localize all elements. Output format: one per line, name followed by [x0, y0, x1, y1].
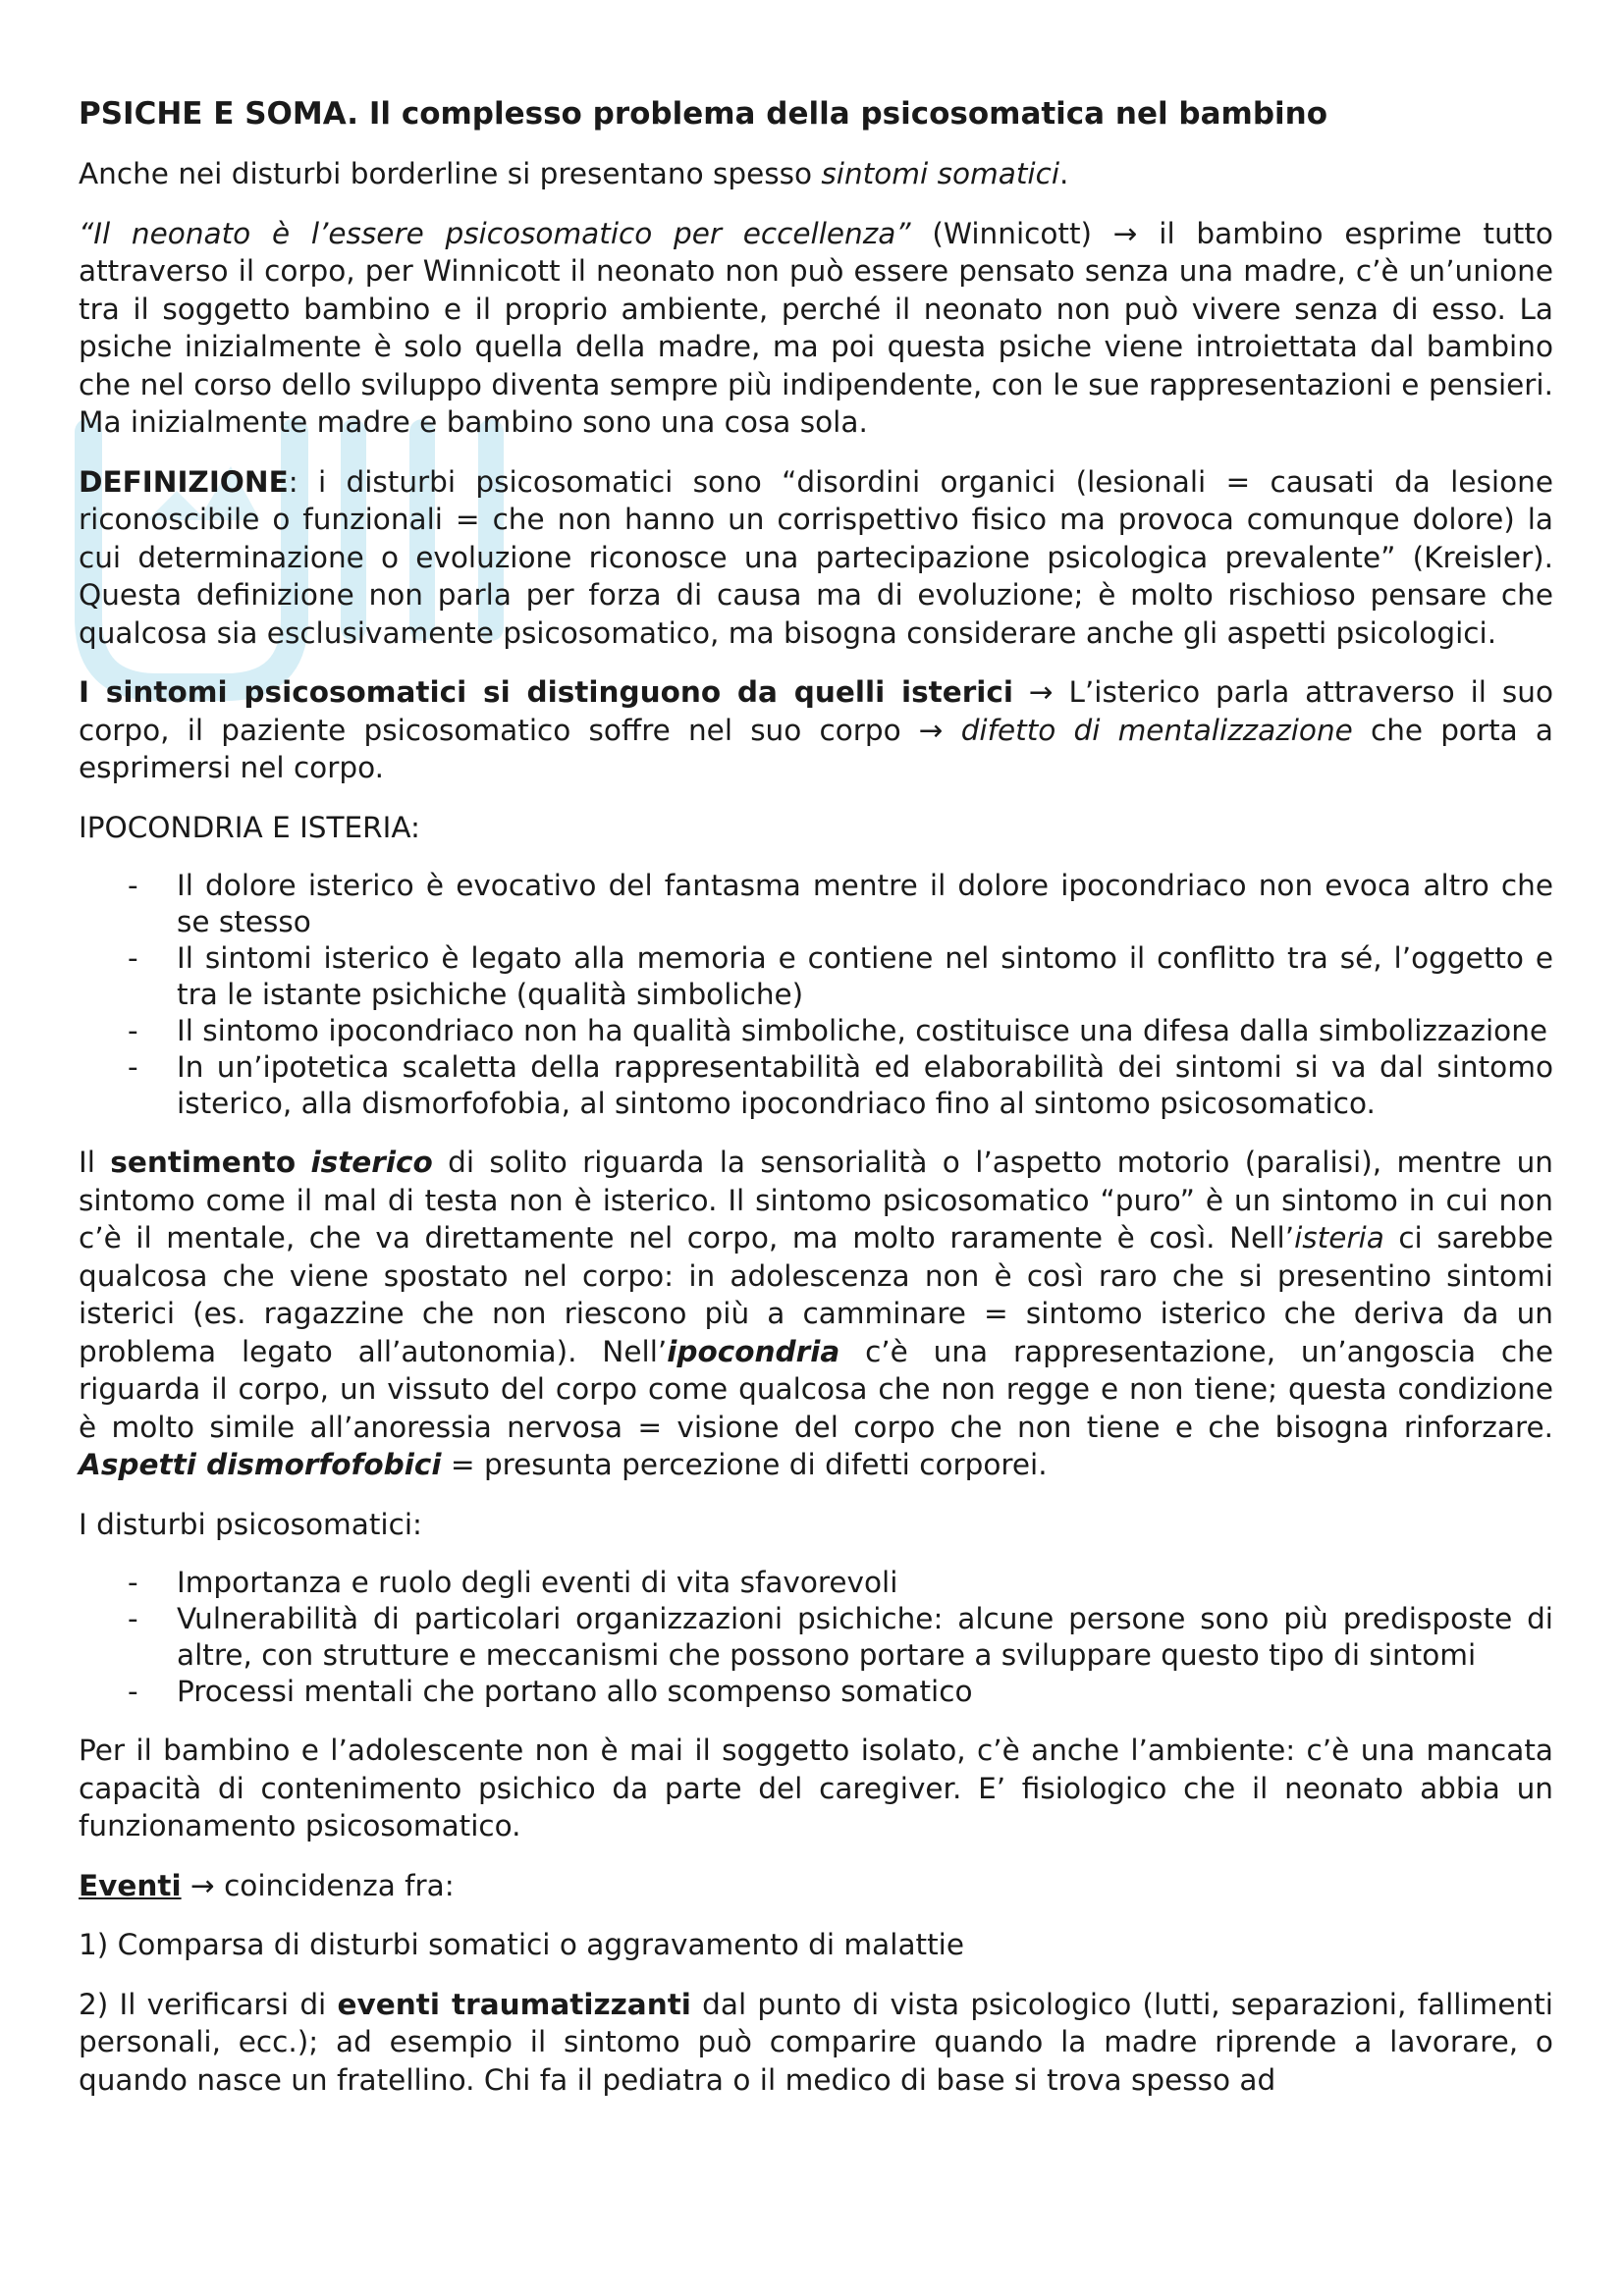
document-title: PSICHE E SOMA. Il complesso problema della psicosomatica nel bambino: [79, 96, 1327, 132]
list-disturbi: [79, 1565, 1553, 1710]
list-item: - Il dolore isterico è evocativo del fantasma mentre il dolore ipocondriaco non evoca altro che se stesso: [79, 868, 1553, 940]
italic-term: difetto di mentalizzazione: [960, 713, 1353, 747]
section-heading-ipocondria: IPOCONDRIA E ISTERIA:: [79, 810, 420, 844]
list-item: - Il sintomo ipocondriaco non ha qualità simboliche, costituisce una difesa dalla simbolizzazione: [79, 1013, 1553, 1049]
list-item: - In un’ipotetica scaletta della rappresentabilità ed elaborabilità dei sintomi si va dal sintomo isterico, alla dismorfofobia, al sintomo ipocondriaco fino al sintomo psicosomatico.: [79, 1049, 1553, 1122]
paragraph-caregiver: Per il bambino e l’adolescente non è mai il soggetto isolato, c’è anche l’ambiente: c’è una mancata capacità di contenimento psichico da parte del caregiver. E’ fisiologico che il neonato abbia un funzionamento psicosomatico.: [79, 1734, 1553, 1842]
paragraph-winnicott: “Il neonato è l’essere psicosomatico per eccellenza” (Winnicott) → il bambino esprime tutto attraverso il corpo, per Winnicott il neonato non può essere pensato senza una madre, c’è un’unione tra il soggetto bambino e il proprio ambiente, perché il neonato non può vivere senza di esso. La psiche inizialmente è solo quella della madre, ma poi questa psiche viene introiettata dal bambino che nel corso dello sviluppo diventa sempre più indipendente, con le sue rappresentazioni e pensieri. Ma inizialmente madre e bambino sono una cosa sola.: [79, 216, 1553, 439]
paragraph-intro: Anche nei disturbi borderline si presentano spesso sintomi somatici.: [79, 157, 1069, 190]
italic-term: sintomi somatici: [821, 157, 1060, 190]
paragraph-distinction: I sintomi psicosomatici si distinguono da quelli isterici → L’isterico parla attraverso il suo corpo, il paziente psicosomatico soffre nel suo corpo → difetto di mentalizzazione che porta a esprimersi nel corpo.: [79, 675, 1553, 784]
list-item: - Processi mentali che portano allo scompenso somatico: [79, 1674, 1553, 1710]
paragraph-point-2: 2) Il verificarsi di eventi traumatizzanti dal punto di vista psicologico (lutti, separazioni, fallimenti personali, ecc.); ad esempio il sintomo può comparire quando la madre riprende a lavorare, o quando nasce un fratellino. Chi fa il pediatra o il medico di base si trova spesso ad: [79, 1987, 1553, 2097]
section-heading-disturbi: I disturbi psicosomatici:: [79, 1507, 422, 1541]
list-item: - Importanza e ruolo degli eventi di vita sfavorevoli: [79, 1565, 1553, 1601]
winnicott-quote: “Il neonato è l’essere psicosomatico per eccellenza”: [79, 216, 911, 250]
paragraph-definition: DEFINIZIONE: i disturbi psicosomatici sono “disordini organici (lesionali = causati da lesione riconoscibile o funzionali = che non hanno un corrispettivo fisico ma provoca comunque dolore) la cui determinazione o evoluzione riconosce una partecipazione psicologica prevalente” (Kreisler). Questa definizione non parla per forza di causa ma di evoluzione; è molto rischioso pensare che qualcosa sia esclusivamente psicosomatico, ma bisogna considerare anche gli aspetti psicologici.: [79, 464, 1553, 650]
paragraph-sentimento: Il sentimento isterico di solito riguarda la sensorialità o l’aspetto motorio (paralisi), mentre un sintomo come il mal di testa non è isterico. Il sintomo psicosomatico “puro” è un sintomo in cui non c’è il mentale, che va direttamente nel corpo, ma molto raramente è così. Nell’isteria ci sarebbe qualcosa che viene spostato nel corpo: in adolescenza non è così raro che si presentino sintomi isterici (es. ragazzine che non riescono più a camminare = sintomo isterico che deriva da un problema legato all’autonomia). Nell’ipocondria c’è una rappresentazione, un’angoscia che riguarda il corpo, un vissuto del corpo come qualcosa che non regge e non tiene; questa condizione è molto simile all’anoressia nervosa = visione del corpo che non tiene e che bisogna rinforzare. Aspetti dismorfofobici = presunta percezione di difetti corporei.: [79, 1146, 1553, 1481]
list-ipocondria-isteria: [79, 868, 1553, 1122]
document-page: [79, 94, 1553, 2120]
bold-statement: I sintomi psicosomatici si distinguono da quelli isterici: [79, 675, 1013, 709]
paragraph-eventi: Eventi → coincidenza fra:: [79, 1868, 455, 1902]
definition-label: DEFINIZIONE: [79, 464, 289, 499]
list-item: - Vulnerabilità di particolari organizzazioni psichiche: alcune persone sono più predisposte di altre, con strutture e meccanismi che possono portare a sviluppare questo tipo di sintomi: [79, 1601, 1553, 1674]
list-item: - Il sintomi isterico è legato alla memoria e contiene nel sintomo il conflitto tra sé, l’oggetto e tra le istante psichiche (qualità simboliche): [79, 940, 1553, 1013]
paragraph-point-1: 1) Comparsa di disturbi somatici o aggravamento di malattie: [79, 1928, 964, 1961]
eventi-label: Eventi: [79, 1868, 182, 1902]
